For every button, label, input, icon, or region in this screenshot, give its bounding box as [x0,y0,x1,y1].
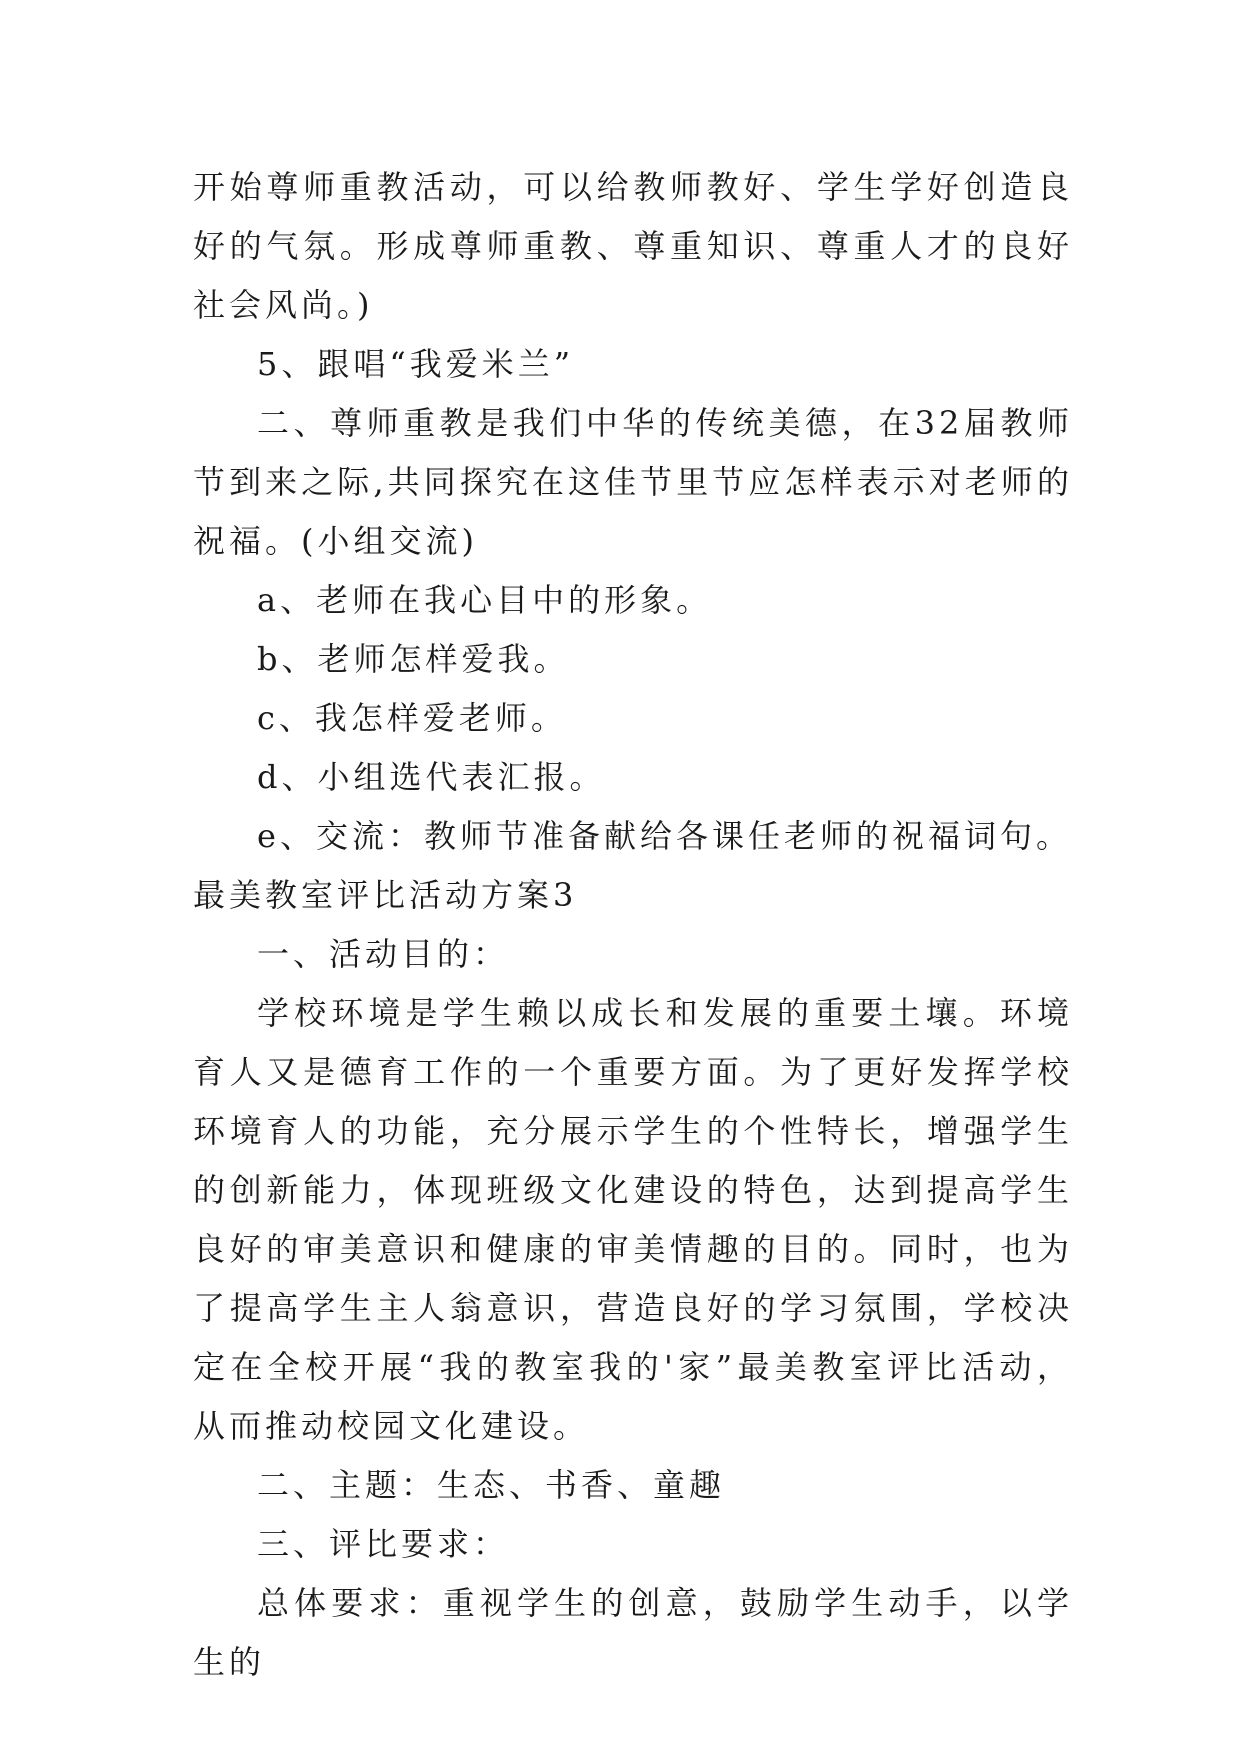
paragraph-sing-along: 5、跟唱“我爱米兰” [257,345,575,383]
paragraph-theme: 二、主题：生态、书香、童趣 [257,1466,726,1504]
list-item-d: d、小组选代表汇报。 [257,758,606,796]
section-heading: 最美教室评比活动方案3 [193,876,578,914]
paragraph-purpose-body: 学校环境是学生赖以成长和发展的重要土壤。环境育人又是德育工作的一个重要方面。为了更好发挥学校环境育人的功能，充分展示学生的个性特长，增强学生的创新能力，体现班级文化建设的特色，达到提高学生良好的审美意识和健康的审美情趣的目的。同时，也为了提高学生主人翁意识，营造良好的学习氛围，学校决定在全校开展“我的教室我的'家”最美教室评比活动，从而推动校园文化建设。 [193,994,1073,1445]
paragraph-activity-purpose: 一、活动目的： [257,935,510,973]
list-item-c: c、我怎样爱老师。 [257,699,567,737]
paragraph-requirements: 三、评比要求： [257,1525,510,1563]
list-item-e: e、交流：教师节准备献给各课任老师的祝福词句。 [257,817,1072,855]
document-body [193,158,1073,1692]
paragraph-intro: 开始尊师重教活动，可以给教师教好、学生学好创造良好的气氛。形成尊师重教、尊重知识、尊重人才的良好社会风尚。) [193,168,1073,324]
list-item-a: a、老师在我心目中的形象。 [257,581,713,619]
list-item-b: b、老师怎样爱我。 [257,640,570,678]
paragraph-section-two: 二、尊师重教是我们中华的传统美德，在32届教师节到来之际,共同探究在这佳节里节应怎样表示对老师的祝福。(小组交流) [193,404,1073,560]
paragraph-overall-requirements: 总体要求：重视学生的创意，鼓励学生动手，以学生的 [193,1584,1073,1681]
